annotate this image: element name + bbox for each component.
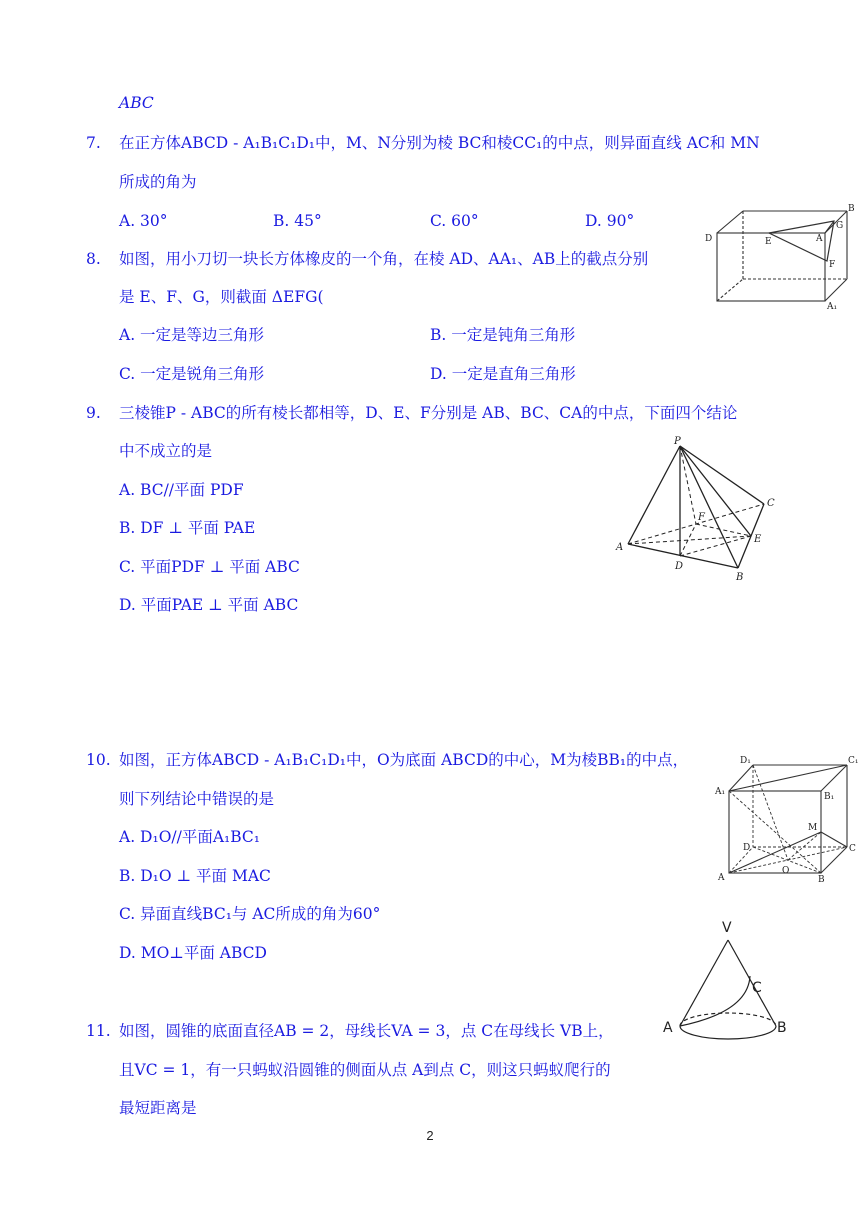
q8-label-e: E [765,237,772,247]
q10-label-m: M [808,823,818,833]
q8-label-a1: A₁ [827,302,838,312]
q7-stem-line1: 在正方体ABCD - A₁B₁C₁D₁中，M、N分别为棱 BC和棱CC₁的中点，则异面直线 AC和 MN [119,134,760,152]
q8-option-c: C. 一定是锐角三角形 [119,365,265,383]
q11-label-b: B [777,1020,787,1036]
q10-stem-line1: 如图，正方体ABCD - A₁B₁C₁D₁中，O为底面 ABCD的中心，M为棱BB₁的中点， [119,751,689,769]
q8-stem-line1: 如图，用小刀切一块长方体橡皮的一个角，在棱 AD、AA₁、AB上的截点分别 [119,250,649,268]
q11-number: 11. [86,1022,111,1040]
q8-figure [703,203,853,311]
q8-label-d: D [705,234,713,244]
q8-option-d: D. 一定是直角三角形 [430,365,576,383]
q11-stem-line2: 且VC = 1，有一只蚂蚁沿圆锥的侧面从点 A到点 C，则这只蚂蚁爬行的 [119,1061,611,1079]
q9-label-d: D [675,561,684,572]
q10-label-b1: B₁ [824,792,835,802]
q8-number: 8. [86,250,101,268]
q10-label-b: B [818,875,825,885]
q10-label-a: A [718,873,725,883]
page-number: 2 [426,1128,434,1143]
q8-label-b: B [848,204,855,214]
q8-option-b: B. 一定是钝角三角形 [430,326,576,344]
q7-option-a: A. 30° [119,212,168,230]
q7-option-d: D. 90° [585,212,635,230]
q11-figure [660,916,792,1081]
q8-option-a: A. 一定是等边三角形 [119,326,265,344]
q8-label-f: F [829,260,836,270]
q9-label-c: C [767,498,775,509]
q10-option-d: D. MO⊥平面 ABCD [119,944,267,962]
q10-stem-line2: 则下列结论中错误的是 [119,790,275,808]
q8-stem-line2: 是 E、F、G，则截面 ΔEFG( [119,288,324,306]
q10-figure [712,752,858,884]
q10-option-b: B. D₁O ⊥ 平面 MAC [119,867,271,885]
q9-label-e: E [754,534,762,545]
q9-stem-line2: 中不成立的是 [119,442,213,460]
q10-number: 10. [86,751,111,769]
q10-option-c: C. 异面直线BC₁与 AC所成的角为60° [119,905,381,923]
q8-label-a: A [816,234,823,244]
q9-option-b: B. DF ⊥ 平面 PAE [119,519,256,537]
q11-stem-line1: 如图，圆锥的底面直径AB = 2，母线长VA = 3，点 C在母线长 VB上， [119,1022,614,1040]
q7-option-c: C. 60° [430,212,479,230]
q10-label-c1: C₁ [848,756,859,766]
q9-figure [612,432,784,582]
q8-label-g: G [836,221,844,231]
q11-label-a: A [663,1020,673,1036]
q9-option-a: A. BC//平面 PDF [119,481,244,499]
q11-stem-line3: 最短距离是 [119,1099,197,1117]
q8-figure-labels [705,204,855,312]
q9-stem-line1: 三棱锥P - ABC的所有棱长都相等，D、E、F分别是 AB、BC、CA的中点，下面四个结论 [119,404,738,422]
top-fragment: ABC [119,94,154,112]
q10-label-a1: A₁ [715,787,726,797]
q10-label-o: O [782,866,790,876]
q11-label-v: V [722,920,732,936]
q7-stem-line2: 所成的角为 [119,173,197,191]
q9-label-b: B [736,572,744,583]
q11-label-c: C [752,980,762,996]
q9-number: 9. [86,404,101,422]
q7-option-b: B. 45° [273,212,322,230]
q10-option-a: A. D₁O//平面A₁BC₁ [119,828,260,846]
q9-option-c: C. 平面PDF ⊥ 平面 ABC [119,558,300,576]
q10-label-c: C [849,844,856,854]
q10-label-d: D [743,843,751,853]
q7-number: 7. [86,134,101,152]
q9-label-a: A [616,542,624,553]
q9-option-d: D. 平面PAE ⊥ 平面 ABC [119,596,299,614]
q9-label-f: F [698,512,705,523]
q9-label-p: P [674,436,681,447]
q10-label-d1: D₁ [740,756,751,766]
